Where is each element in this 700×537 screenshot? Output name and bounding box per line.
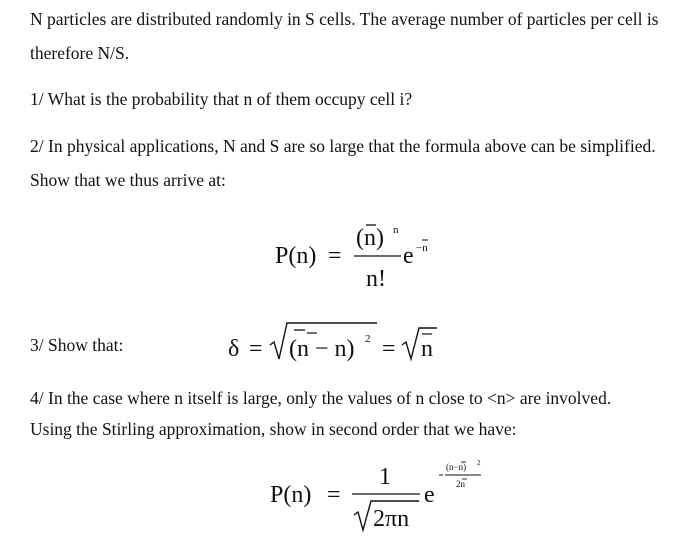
- question-4-line-2: Using the Stirling approximation, show in second order that we have:: [30, 419, 517, 439]
- formula-exp-base: e: [424, 482, 435, 508]
- formula-exp-base: e: [403, 243, 414, 269]
- radicand: (n − n): [289, 336, 355, 362]
- delta-symbol: δ: [228, 336, 240, 362]
- question-1: 1/ What is the probability that n of them occupy cell i?: [30, 89, 413, 109]
- formula-equals: =: [327, 482, 341, 508]
- formula-equals: =: [328, 243, 342, 269]
- deviation-formula: [225, 315, 455, 375]
- formula-equals-2: =: [382, 336, 396, 362]
- poisson-formula: [268, 215, 438, 295]
- formula-numerator: 1: [379, 464, 391, 490]
- question-4-line-1: 4/ In the case where n itself is large, only the values of n close to <n> are involved.: [30, 388, 612, 408]
- formula-lhs: P(n): [275, 243, 317, 269]
- exponent-numerator-power: 2: [477, 459, 481, 467]
- formula-numerator: (n): [356, 225, 384, 251]
- formula-equals-1: =: [249, 336, 263, 362]
- question-2-line-1: 2/ In physical applications, N and S are so large that the formula above can be simplified.: [30, 136, 656, 156]
- intro-line-2: therefore N/S.: [30, 43, 130, 63]
- radicand-exponent: 2: [365, 333, 371, 345]
- formula-denominator: 2πn: [373, 506, 410, 532]
- exponent-denominator: 2n: [456, 479, 465, 489]
- formula-lhs: P(n): [270, 482, 312, 508]
- question-2-line-2: Show that we thus arrive at:: [30, 170, 226, 190]
- formula-numerator-exponent: n: [393, 224, 399, 236]
- gaussian-formula: [265, 455, 505, 535]
- question-3-label: 3/ Show that:: [30, 335, 124, 355]
- intro-line-1: N particles are distributed randomly in S cells. The average number of particles per cell is: [30, 9, 659, 29]
- formula-denominator: n!: [366, 266, 386, 292]
- sqrt-argument: n: [421, 336, 433, 362]
- exponent-numerator: (n−n): [446, 462, 467, 472]
- formula-exp-exponent: −n: [416, 242, 428, 254]
